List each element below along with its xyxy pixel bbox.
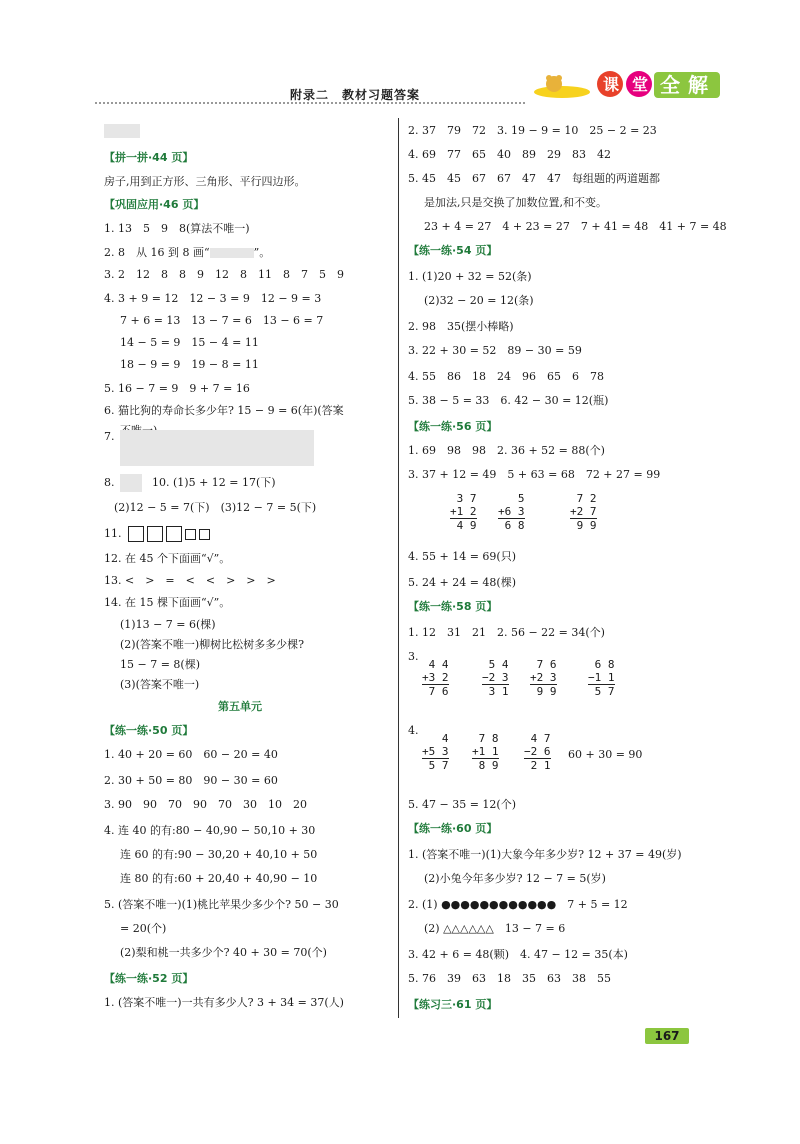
answer-line: 是加法,只是交换了加数位置,和不变。: [424, 196, 607, 209]
answer-line: 4. 3 + 9 = 12 12 − 3 = 9 12 − 9 = 3: [104, 292, 322, 305]
answer-line: 14. 在 15 棵下面画“√”。: [104, 596, 231, 609]
answer-line: 5. 24 + 24 = 48(棵): [408, 576, 516, 589]
calc-row: +1 2: [450, 505, 477, 518]
calc-row: 4: [422, 732, 449, 745]
answer-text: 2. 8 从 16 到 8 画“: [104, 246, 210, 259]
section-heading: 【练一练·50 页】: [104, 724, 194, 737]
answer-line: 4. 55 86 18 24 96 65 6 78: [408, 370, 604, 383]
calc-row: 5 4: [482, 658, 509, 671]
answer-line: 4.: [408, 724, 419, 737]
calc-row: 6 8: [588, 658, 615, 671]
answer-line: 3. 22 + 30 = 52 89 − 30 = 59: [408, 344, 582, 357]
calc-row: +2 7: [570, 505, 597, 518]
answer-line: (2)32 − 20 = 12(条): [424, 294, 534, 307]
answer-line: 1. 12 31 21 2. 56 − 22 = 34(个): [408, 626, 605, 639]
answer-line: (3)(答案不唯一): [120, 678, 200, 691]
image-placeholder: [120, 474, 142, 492]
calc-row: 4 7: [524, 732, 551, 745]
logo-cloud-shape: [534, 86, 590, 98]
answer-line: 4. 69 77 65 40 89 29 83 42: [408, 148, 611, 161]
answer-line: (2)12 − 5 = 7(下) (3)12 − 7 = 5(下): [114, 501, 317, 514]
small-square-box: [185, 529, 196, 540]
column-divider: [398, 118, 399, 1018]
logo-char-3: 全: [660, 73, 680, 97]
vertical-calc: [450, 492, 477, 532]
answer-line: 7 + 6 = 13 13 − 7 = 6 13 − 6 = 7: [120, 314, 324, 327]
calc-row: 3 7: [450, 492, 477, 505]
calc-row: +1 1: [472, 745, 499, 758]
header-title: 附录二 教材习题答案: [290, 88, 421, 102]
calc-row: 5: [498, 492, 525, 505]
answer-line: (2)(答案不唯一)柳树比松树多多少棵?: [120, 638, 305, 651]
section-heading: 【练习三·61 页】: [408, 998, 498, 1011]
answer-line: 15 − 7 = 8(棵): [120, 658, 200, 671]
section-heading: 【练一练·54 页】: [408, 244, 498, 257]
answer-line: 5. 16 − 7 = 9 9 + 7 = 16: [104, 382, 250, 395]
calc-row: +6 3: [498, 505, 525, 518]
calc-result: 9 9: [570, 519, 597, 532]
calc-result: 9 9: [530, 685, 557, 698]
answer-line: 3. 42 + 6 = 48(颗) 4. 47 − 12 = 35(本): [408, 948, 628, 961]
answer-line: 5. 47 − 35 = 12(个): [408, 798, 516, 811]
answer-text: 11.: [104, 527, 122, 540]
calc-row: 7 8: [472, 732, 499, 745]
image-placeholder: [210, 248, 254, 258]
calc-result: 5 7: [588, 685, 615, 698]
calc-row: 4 4: [422, 658, 449, 671]
answer-line: 1. (答案不唯一)(1)大象今年多少岁? 12 + 37 = 49(岁): [408, 848, 682, 861]
answer-line: 3. 2 12 8 8 9 12 8 11 8 7 5 9: [104, 268, 344, 281]
section-heading: 【巩固应用·46 页】: [104, 198, 205, 211]
calc-result: 3 1: [482, 685, 509, 698]
square-box: [147, 526, 163, 542]
logo-char-4: 解: [688, 73, 708, 97]
answer-line: 2. 30 + 50 = 80 90 − 30 = 60: [104, 774, 278, 787]
answer-line: 2. 98 35(摆小棒略): [408, 320, 514, 333]
calc-row: −2 6: [524, 745, 551, 758]
calc-row: +5 3: [422, 745, 449, 758]
answer-line: 1. (1)20 + 32 = 52(条): [408, 270, 532, 283]
answer-line: 2. (1) ●●●●●●●●●●●● 7 + 5 = 12: [408, 898, 628, 911]
answer-line: 5. 38 − 5 = 33 6. 42 − 30 = 12(瓶): [408, 394, 609, 407]
vertical-calc: [472, 732, 499, 772]
answer-line: 12. 在 45 个下面画“√”。: [104, 552, 231, 565]
page-number: 167: [645, 1028, 689, 1044]
calc-result: 6 8: [498, 519, 525, 532]
calc-row: +3 2: [422, 671, 449, 684]
vertical-calc: [524, 732, 551, 772]
calc-row: 7 2: [570, 492, 597, 505]
answer-line: 3.: [408, 650, 419, 663]
answer-line: 1. (答案不唯一)一共有多少人? 3 + 34 = 37(人): [104, 996, 344, 1009]
calc-result: 4 9: [450, 519, 477, 532]
answer-line: 2. 37 79 72 3. 19 − 9 = 10 25 − 2 = 23: [408, 124, 657, 137]
header-divider: [95, 102, 525, 104]
answer-line: 房子,用到正方形、三角形、平行四边形。: [104, 175, 306, 188]
answer-line: 7.: [104, 430, 115, 443]
vertical-calc: [530, 658, 557, 698]
answer-line: 8.: [104, 476, 115, 489]
vertical-calc: [570, 492, 597, 532]
section-heading: 【练一练·60 页】: [408, 822, 498, 835]
calc-row: −2 3: [482, 671, 509, 684]
calc-row: 7 6: [530, 658, 557, 671]
answer-line: (2)梨和桃一共多少个? 40 + 30 = 70(个): [120, 946, 327, 959]
vertical-calc: [422, 732, 449, 772]
square-box: [128, 526, 144, 542]
answer-line: 18 − 9 = 9 19 − 8 = 11: [120, 358, 259, 371]
book-logo: [532, 70, 722, 102]
calc-row: −1 1: [588, 671, 615, 684]
vertical-calc: [588, 658, 615, 698]
section-heading: 【练一练·52 页】: [104, 972, 194, 985]
answer-line: 1. 69 98 98 2. 36 + 52 = 88(个): [408, 444, 605, 457]
section-heading: 【练一练·56 页】: [408, 420, 498, 433]
answer-line: (2) △△△△△△ 13 − 7 = 6: [424, 922, 566, 935]
answer-line: 连 80 的有:60 + 20,40 + 40,90 − 10: [120, 872, 318, 885]
answer-line: 1. 40 + 20 = 60 60 − 20 = 40: [104, 748, 278, 761]
answer-text: ”。: [253, 246, 271, 259]
answer-line: [104, 526, 213, 542]
answer-line: 13. < > = < < > > >: [104, 574, 276, 587]
answer-line: 23 + 4 = 27 4 + 23 = 27 7 + 41 = 48 41 + 7 = 48: [424, 220, 727, 233]
vertical-calc: [422, 658, 449, 698]
answer-line: 3. 90 90 70 90 70 30 10 20: [104, 798, 307, 811]
answer-line: 1. 13 5 9 8(算法不唯一): [104, 222, 250, 235]
logo-char-1: 课: [603, 75, 620, 94]
section-heading: 【练一练·58 页】: [408, 600, 498, 613]
unit-heading: 第五单元: [218, 700, 262, 713]
answer-line: 5. 76 39 63 18 35 63 38 55: [408, 972, 611, 985]
answer-line: 5. 45 45 67 67 47 47 每组题的两道题都: [408, 172, 660, 185]
logo-char-2: 堂: [632, 75, 649, 94]
image-placeholder: [120, 430, 314, 466]
answer-line: 6. 猫比狗的寿命长多少年? 15 − 9 = 6(年)(答案: [104, 404, 344, 417]
small-square-box: [199, 529, 210, 540]
image-placeholder: [104, 124, 140, 138]
answer-line: 60 + 30 = 90: [568, 748, 643, 761]
vertical-calc: [498, 492, 525, 532]
answer-line: (2)小兔今年多少岁? 12 − 7 = 5(岁): [424, 872, 606, 885]
square-box: [166, 526, 182, 542]
answer-line: = 20(个): [120, 922, 167, 935]
calc-result: 2 1: [524, 759, 551, 772]
vertical-calc: [482, 658, 509, 698]
answer-line: 5. (答案不唯一)(1)桃比苹果少多少个? 50 − 30: [104, 898, 339, 911]
calc-row: +2 3: [530, 671, 557, 684]
answer-line: 4. 连 40 的有:80 − 40,90 − 50,10 + 30: [104, 824, 316, 837]
section-heading: 【拼一拼·44 页】: [104, 151, 194, 164]
answer-line: 10. (1)5 + 12 = 17(下): [152, 476, 276, 489]
calc-result: 5 7: [422, 759, 449, 772]
answer-line: 3. 37 + 12 = 49 5 + 63 = 68 72 + 27 = 99: [408, 468, 661, 481]
answer-line: [104, 246, 270, 260]
answer-line: (1)13 − 7 = 6(棵): [120, 618, 216, 631]
calc-result: 8 9: [472, 759, 499, 772]
answer-line: 14 − 5 = 9 15 − 4 = 11: [120, 336, 259, 349]
answer-line: 连 60 的有:90 − 30,20 + 40,10 + 50: [120, 848, 318, 861]
calc-result: 7 6: [422, 685, 449, 698]
answer-line: 4. 55 + 14 = 69(只): [408, 550, 516, 563]
